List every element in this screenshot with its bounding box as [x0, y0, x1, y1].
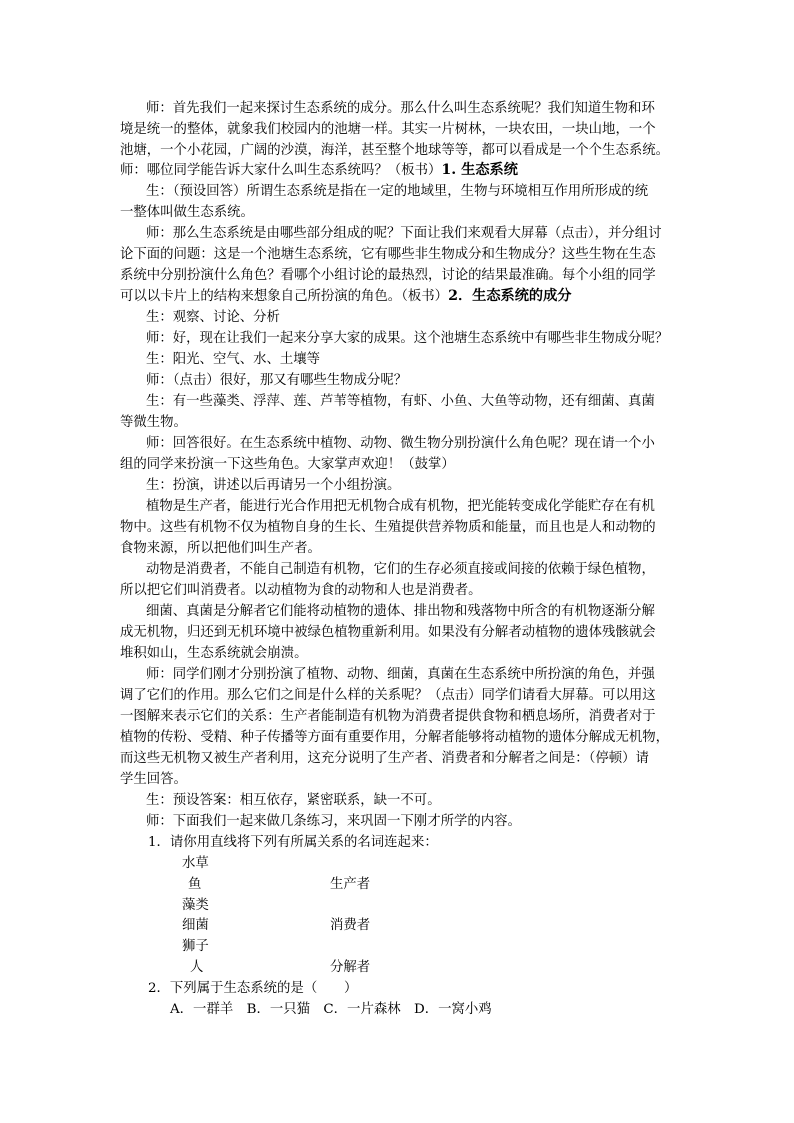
paragraph-line: 生：有一些藻类、浮萍、莲、芦苇等植物，有虾、小鱼、大鱼等动物，还有细菌、真菌 [146, 394, 655, 409]
paragraph-line: 堆积如山，生态系统就会崩溃。 [120, 646, 308, 661]
exercise-2-stem: 2．下列属于生态系统的是（ ） [148, 981, 358, 996]
board-note: 可以以卡片上的结构来想象自己所扮演的角色。（板书） [120, 289, 449, 304]
matching-left-item: 鱼 [188, 877, 202, 892]
paragraph-line: 一图解来表示它们的关系：生产者能制造有机物为消费者提供食物和栖息场所，消费者对于 [120, 709, 656, 724]
matching-left-item: 水草 [182, 856, 209, 871]
paragraph-line [120, 286, 571, 307]
paragraph-line: 等微生物。 [120, 415, 187, 430]
paragraph-line: 成无机物，归还到无机环境中被绿色植物重新利用。如果没有分解者动植物的遗体残骸就会 [120, 625, 656, 640]
paragraph-line: 植物的传粉、受精、种子传播等方面有重要作用，分解者能够将动植物的遗体分解成无机物， [120, 730, 670, 745]
paragraph-line: 师：那么生态系统是由哪些部分组成的呢？下面让我们来观看大屏幕（点击），并分组讨 [146, 226, 662, 241]
matching-right-item: 分解者 [330, 960, 371, 975]
paragraph-line: 所以把它们叫消费者。以动植物为食的动物和人也是消费者。 [120, 583, 482, 598]
paragraph-line: 动物是消费者，不能自己制造有机物，它们的生存必须直接或间接的依赖于绿色植物， [146, 562, 655, 577]
paragraph-line: 细菌、真菌是分解者它们能将动植物的遗体、排出物和残落物中所含的有机物逐渐分解 [146, 604, 655, 619]
heading-ecosystem: 1. 生态系统 [441, 162, 518, 178]
paragraph-line: 组的同学来扮演一下这些角色。大家掌声欢迎！（鼓掌） [120, 457, 455, 472]
paragraph-line: 境是统一的整体，就象我们校园内的池塘一样。其实一片树林，一块农田，一块山地，一个 [120, 122, 656, 137]
paragraph-line: 系统中分别扮演什么角色？看哪个小组讨论的最热烈，讨论的结果最准确。每个小组的同学 [120, 268, 656, 283]
paragraph-line: 生：（预设回答）所谓生态系统是指在一定的地域里，生物与环境相互作用所形成的统 [146, 184, 649, 199]
paragraph-line: 生：预设答案：相互依存，紧密联系，缺一不可。 [146, 793, 441, 808]
paragraph-line: 池塘，一个小花园，广阔的沙漠，海洋，甚至整个地球等等，都可以看成是一个个生态系统。 [120, 143, 670, 158]
paragraph-line: 生：阳光、空气、水、土壤等 [146, 352, 321, 367]
paragraph-line: 师：回答很好。在生态系统中植物、动物、微生物分别扮演什么角色呢？现在请一个小 [146, 436, 655, 451]
matching-left-item: 细菌 [182, 918, 209, 933]
matching-right-item: 生产者 [330, 877, 371, 892]
paragraph-line [120, 160, 518, 181]
paragraph-line: 植物是生产者，能进行光合作用把无机物合成有机物，把光能转变成化学能贮存在有机 [146, 499, 655, 514]
paragraph-line: 物中。这些有机物不仅为植物自身的生长、生殖提供营养物质和能量，而且也是人和动物的 [120, 520, 656, 535]
paragraph-line: 师：下面我们一起来做几条练习，来巩固一下刚才所学的内容。 [146, 814, 521, 829]
matching-left-item: 藻类 [182, 898, 209, 913]
paragraph-line: 师：同学们刚才分别扮演了植物、动物、细菌，真菌在生态系统中所扮演的角色，并强 [146, 667, 655, 682]
heading-components: 2．生态系统的成分 [448, 288, 572, 304]
matching-left-item: 狮子 [182, 939, 209, 954]
matching-left-item: 人 [190, 960, 204, 975]
paragraph-line: 食物来源，所以把他们叫生产者。 [120, 541, 321, 556]
paragraph-line: 一整体叫做生态系统。 [120, 205, 254, 220]
matching-right-item: 消费者 [330, 918, 371, 933]
teacher-question: 师：哪位同学能告诉大家什么叫生态系统吗？（板书） [120, 163, 442, 178]
paragraph-line: 生：观察、讨论、分析 [146, 310, 280, 325]
paragraph-line: 而这些无机物又被生产者利用，这充分说明了生产者、消费者和分解者之间是：（停顿）请 [120, 751, 649, 766]
paragraph-line: 调了它们的作用。那么它们之间是什么样的关系呢？（点击）同学们请看大屏幕。可以用这 [120, 688, 656, 703]
paragraph-line: 师：首先我们一起来探讨生态系统的成分。那么什么叫生态系统呢？我们知道生物和环 [146, 101, 655, 116]
paragraph-line: 师：（点击）很好，那又有哪些生物成分呢？ [146, 373, 408, 388]
exercise-1-prompt: 1．请你用直线将下列有所属关系的名词连起来： [148, 835, 438, 850]
paragraph-line: 师：好，现在让我们一起来分享大家的成果。这个池塘生态系统中有哪些非生物成分呢？ [146, 331, 669, 346]
paragraph-line: 学生回答。 [120, 772, 187, 787]
exercise-2-options: A．一群羊 B．一只猫 C．一片森林 D．一窝小鸡 [170, 1002, 492, 1017]
paragraph-line: 生：扮演，讲述以后再请另一个小组扮演。 [146, 478, 401, 493]
paragraph-line: 论下面的问题：这是一个池塘生态系统，它有哪些非生物成分和生物成分？这些生物在生态 [120, 247, 656, 262]
